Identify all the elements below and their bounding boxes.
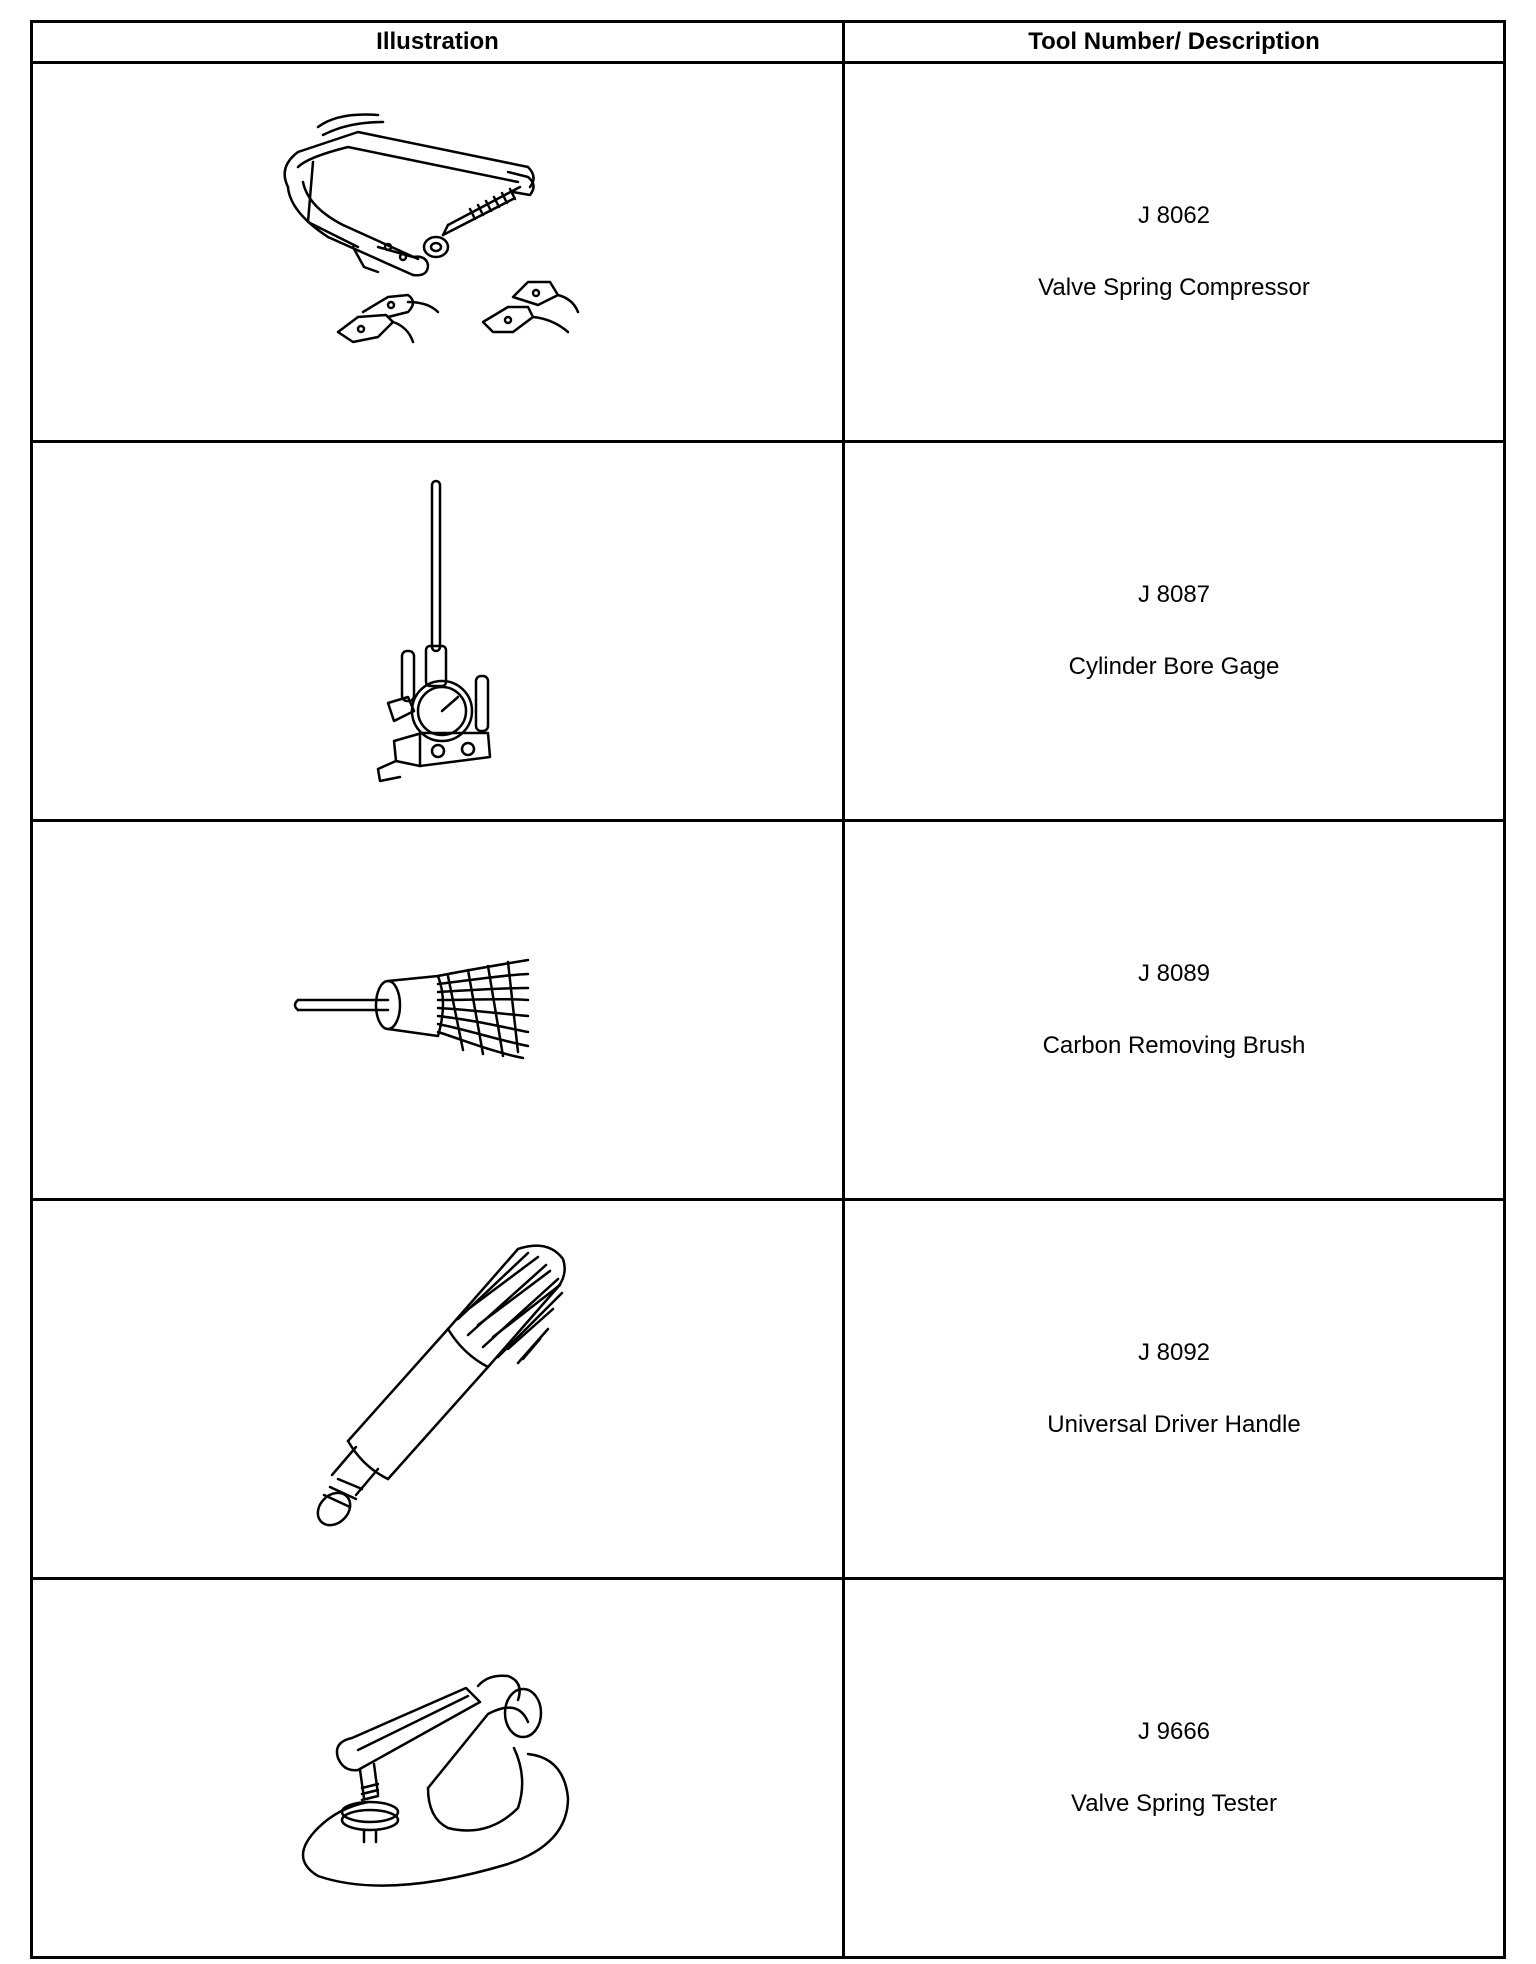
illustration-cell <box>32 63 844 442</box>
description-cell <box>844 1200 1505 1579</box>
tool-name: Cylinder Bore Gage <box>1068 653 1280 680</box>
description-cell <box>844 821 1505 1200</box>
carbon-removing-brush-illustration <box>288 940 588 1080</box>
illustration-cell <box>32 821 844 1200</box>
description-cell <box>844 63 1505 442</box>
illustration-cell <box>32 1579 844 1958</box>
special-tools-table <box>30 20 1506 1959</box>
illustration-header: Illustration <box>32 22 844 63</box>
description-cell <box>844 442 1505 821</box>
tool-name: Carbon Removing Brush <box>1042 1032 1306 1059</box>
tool-number: J 9666 <box>1137 1718 1211 1745</box>
universal-driver-handle-illustration <box>278 1229 598 1549</box>
description-cell <box>844 1579 1505 1958</box>
tool-name: Valve Spring Compressor <box>1038 274 1310 301</box>
table-row <box>32 442 1505 821</box>
description-header: Tool Number/ Description <box>844 22 1505 63</box>
tool-name: Universal Driver Handle <box>1047 1411 1301 1438</box>
valve-spring-tester-illustration <box>278 1638 598 1898</box>
tool-number: J 8087 <box>1137 581 1211 608</box>
table-row <box>32 1579 1505 1958</box>
tool-number: J 8062 <box>1137 202 1211 229</box>
header-row <box>32 22 1505 63</box>
illustration-cell <box>32 442 844 821</box>
table-row <box>32 821 1505 1200</box>
illustration-cell <box>32 1200 844 1579</box>
table-row <box>32 63 1505 442</box>
cylinder-bore-gage-illustration <box>338 471 538 791</box>
tool-number: J 8089 <box>1137 960 1211 987</box>
valve-spring-compressor-illustration <box>268 107 608 397</box>
tool-name: Valve Spring Tester <box>1071 1790 1277 1817</box>
tool-number: J 8092 <box>1137 1339 1211 1366</box>
table-row <box>32 1200 1505 1579</box>
